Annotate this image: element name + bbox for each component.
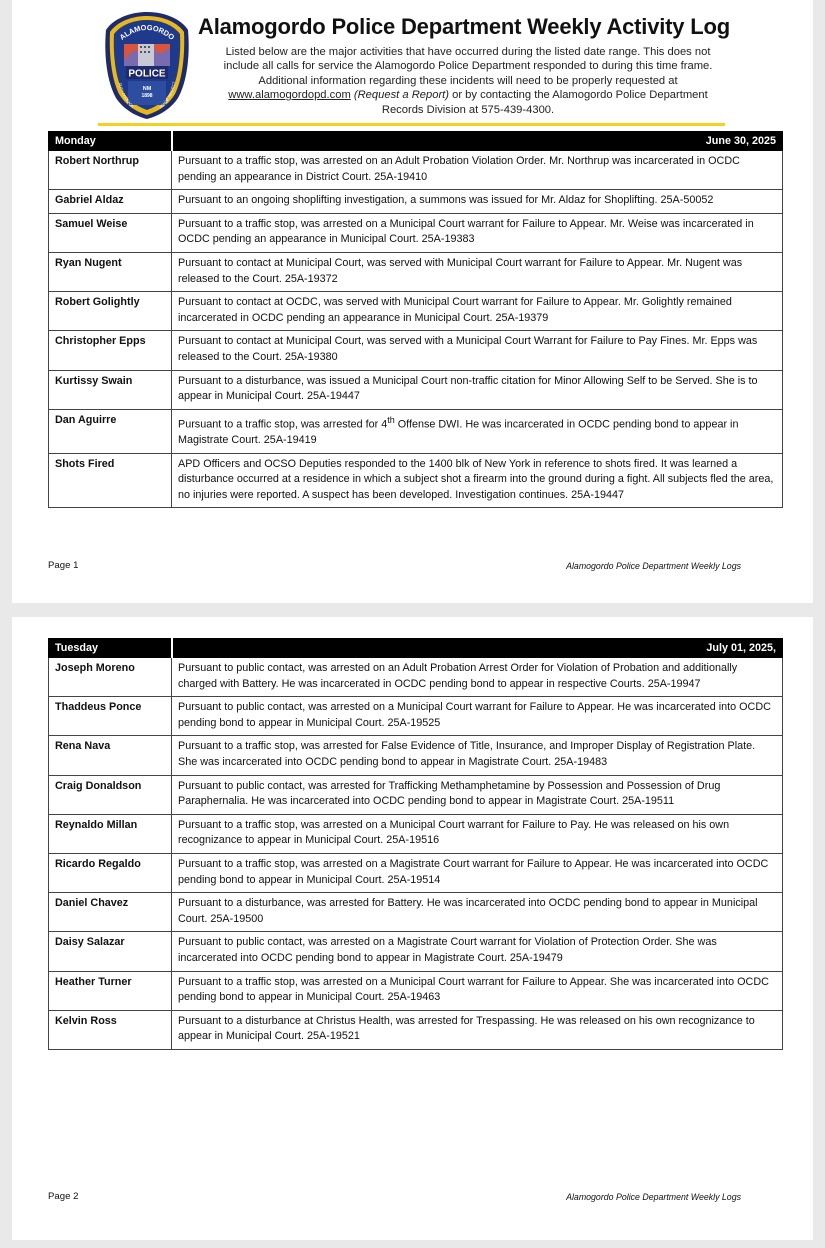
badge-year-text: 1898: [141, 93, 153, 99]
contact-text: or by contacting the Alamogordo Police Department: [449, 89, 708, 102]
activity-description: Pursuant to public contact, was arrested on a Municipal Court warrant for Failure to Appear. He was incarcerated into OCDC pending bond to appear in Municipal Court. 25A-19525: [172, 697, 783, 736]
intro-text: [198, 45, 738, 117]
subject-name: Kurtissy Swain: [49, 370, 172, 409]
footer-title: Alamogordo Police Department Weekly Logs: [566, 1192, 741, 1202]
activity-description: Pursuant to contact at Municipal Court, was served with a Municipal Court Warrant for Failure to Pay Fines. Mr. Epps was released to the Court. 25A-19380: [172, 331, 783, 370]
badge-right-motto: HONOR RESPECT: [158, 81, 177, 110]
table-row: [49, 853, 783, 892]
subject-name: Craig Donaldson: [49, 775, 172, 814]
subject-name: Shots Fired: [49, 453, 172, 508]
activity-description: Pursuant to a traffic stop, was arrested for 4th Offense DWI. He was incarcerated in OCDC pending bond to appear in Magistrate Court. 25A-19419: [172, 409, 783, 453]
document-header: [12, 0, 813, 130]
table-row: [49, 736, 783, 775]
subject-name: Samuel Weise: [49, 213, 172, 252]
table-header-row: [49, 132, 783, 151]
activity-description: Pursuant to public contact, was arrested for Trafficking Methamphetamine by Possession and Possession of Drug Paraphernalia. He was incarcerated into OCDC pending bond to appear in Magistrate Court. 25A-19511: [172, 775, 783, 814]
activity-description: Pursuant to public contact, was arrested on a Magistrate Court warrant for Violation of Protection Order. She was incarcerated into OCDC pending bond to appear in Magistrate Court. 25A-19479: [172, 932, 783, 971]
subject-name: Reynaldo Millan: [49, 814, 172, 853]
subject-name: Thaddeus Ponce: [49, 697, 172, 736]
page-2: [12, 617, 813, 1240]
table-row: [49, 775, 783, 814]
intro-line: Records Division at 575-439-4300.: [381, 103, 555, 116]
table-row: [49, 814, 783, 853]
subject-name: Daniel Chavez: [49, 893, 172, 932]
activity-description: Pursuant to a traffic stop, was arrested on an Adult Probation Violation Order. Mr. Northrup was incarcerated in OCDC pending an appearance in District Court. 25A-19410: [172, 151, 783, 190]
activity-table-monday: [48, 131, 783, 508]
activity-description: Pursuant to a traffic stop, was arrested on a Municipal Court warrant for Failure to Pay. He was released on his own recognizance to appear in Municipal Court. 25A-19516: [172, 814, 783, 853]
table-row: [49, 292, 783, 331]
subject-name: Kelvin Ross: [49, 1010, 172, 1049]
intro-line: Additional information regarding these incidents will need to be properly requested at: [258, 74, 678, 87]
activity-description: Pursuant to a traffic stop, was arrested on a Municipal Court warrant for Failure to Appear. She was incarcerated into OCDC pending bond to appear in Municipal Court. 25A-19463: [172, 971, 783, 1010]
table-row: [49, 971, 783, 1010]
day-label: Tuesday: [49, 639, 172, 658]
table-row: [49, 893, 783, 932]
page-number: Page 2: [48, 1191, 79, 1202]
table-row: [49, 190, 783, 214]
table-row: [49, 697, 783, 736]
table-row: [49, 151, 783, 190]
date-label: June 30, 2025: [172, 132, 783, 151]
badge-state-text: NM: [142, 86, 152, 92]
activity-description: Pursuant to a traffic stop, was arrested for False Evidence of Title, Insurance, and Improper Display of Registration Plate. She was incarcerated into OCDC pending bond to appear in Magistrate Court. 25A-19483: [172, 736, 783, 775]
badge-center-text: POLICE: [128, 68, 166, 80]
subject-name: Ryan Nugent: [49, 252, 172, 291]
subject-name: Robert Northrup: [49, 151, 172, 190]
table-row: [49, 932, 783, 971]
table-row: [49, 453, 783, 508]
table-row: [49, 252, 783, 291]
subject-name: Robert Golightly: [49, 292, 172, 331]
activity-description: Pursuant to public contact, was arrested on an Adult Probation Arrest Order for Violation of Probation and additionally charged with Battery. He was incarcerated in OCDC pending bond to appear in respective Courts. 25A-19947: [172, 658, 783, 697]
table-row: [49, 331, 783, 370]
activity-description: Pursuant to a disturbance, was arrested for Battery. He was incarcerated into OCDC pending bond to appear in Municipal Court. 25A-19500: [172, 893, 783, 932]
subject-name: Daisy Salazar: [49, 932, 172, 971]
activity-description: Pursuant to a traffic stop, was arrested on a Municipal Court warrant for Failure to Appear. Mr. Weise was incarcerated in OCDC pending an appearance in Municipal Court. 25A-19383: [172, 213, 783, 252]
subject-name: Heather Turner: [49, 971, 172, 1010]
intro-line: include all calls for service the Alamogordo Police Department responded to during this time frame.: [223, 60, 713, 73]
table-row: [49, 409, 783, 453]
activity-description: Pursuant to a traffic stop, was arrested on a Magistrate Court warrant for Failure to Appear. He was incarcerated into OCDC pending bond to appear in Municipal Court. 25A-19514: [172, 853, 783, 892]
activity-description: Pursuant to a disturbance, was issued a Municipal Court non-traffic citation for Minor Allowing Self to be Served. She is to appear in Municipal Court. 25A-19447: [172, 370, 783, 409]
subject-name: Gabriel Aldaz: [49, 190, 172, 214]
activity-description: Pursuant to an ongoing shoplifting investigation, a summons was issued for Mr. Aldaz for Shoplifting. 25A-50052: [172, 190, 783, 214]
intro-line: [198, 88, 738, 102]
request-report-label: (Request a Report): [353, 89, 450, 102]
header-divider: [98, 123, 725, 126]
activity-table-tuesday: [48, 638, 783, 1050]
page-1: [12, 0, 813, 603]
intro-line: Listed below are the major activities that have occurred during the listed date range. This does not: [225, 46, 711, 58]
day-label: Monday: [49, 132, 172, 151]
date-label: July 01, 2025,: [172, 639, 783, 658]
subject-name: Dan Aguirre: [49, 409, 172, 453]
activity-description: APD Officers and OCSO Deputies responded to the 1400 blk of New York in reference to shots fired. It was learned a disturbance occurred at a residence in which a subject shot a firearm into the ground during a fight. All subjects fled the area, no injuries were reported. A suspect has been developed. Investigation continues. 25A-19447: [172, 453, 783, 508]
subject-name: Joseph Moreno: [49, 658, 172, 697]
table-row: [49, 658, 783, 697]
activity-description: Pursuant to a disturbance at Christus Health, was arrested for Trespassing. He was released on his own recognizance to appear in Municipal Court. 25A-19521: [172, 1010, 783, 1049]
footer-title: Alamogordo Police Department Weekly Logs: [566, 561, 741, 571]
table-header-row: [49, 639, 783, 658]
subject-name: Ricardo Regaldo: [49, 853, 172, 892]
table-row: [49, 370, 783, 409]
badge-left-motto: DUTY COURAGE: [117, 82, 135, 109]
activity-description: Pursuant to contact at Municipal Court, was served with Municipal Court warrant for Failure to Appear. Mr. Nugent was released to the Court. 25A-19372: [172, 252, 783, 291]
table-row: [49, 1010, 783, 1049]
page-title: Alamogordo Police Department Weekly Activity Log: [198, 14, 730, 39]
table-row: [49, 213, 783, 252]
police-badge-icon: [104, 10, 190, 120]
subject-name: Rena Nava: [49, 736, 172, 775]
website-link[interactable]: www.alamogordopd.com: [228, 89, 351, 102]
activity-description: Pursuant to contact at OCDC, was served with Municipal Court warrant for Failure to Appear. Mr. Golightly remained incarcerated in OCDC pending an appearance in Municipal Court. 25A-19379: [172, 292, 783, 331]
page-number: Page 1: [48, 560, 79, 571]
badge-top-text: ALAMOGORDO: [117, 22, 177, 42]
subject-name: Christopher Epps: [49, 331, 172, 370]
